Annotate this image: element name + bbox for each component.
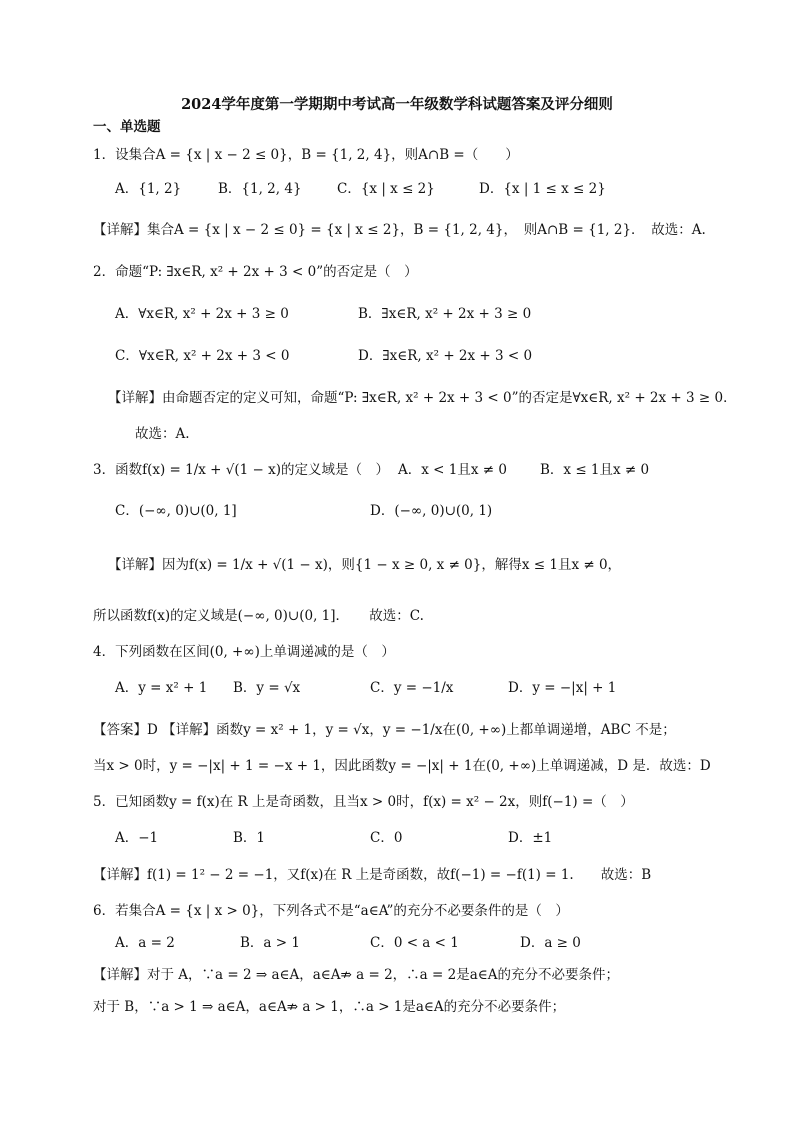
question-4-option-c: C．y = −1/x (370, 680, 454, 696)
question-4-detail: 【答案】D 【详解】函数y = x² + 1，y = √x，y = −1/x在(0, +∞)上都单调递增，ABC 不是； (93, 722, 676, 738)
question-3-detail: 【详解】因为f(x) = 1/x + √(1 − x)，则{1 − x ≥ 0, x ≠ 0}，解得x ≤ 1且x ≠ 0， (108, 557, 622, 573)
question-5-detail: 【详解】f(1) = 1² − 2 = −1，又f(x)在 R 上是奇函数，故f(−1) = −f(1) = 1. 故选：B (93, 867, 652, 883)
question-3-option-d: D．(−∞, 0)∪(0, 1) (370, 503, 493, 519)
question-6-detail-2: 对于 B，∵a > 1 ⇒ a∈A，a∈A⇏ a > 1，∴a > 1是a∈A的充分不必要条件； (93, 999, 566, 1015)
question-1-detail: 【详解】集合A = {x | x − 2 ≤ 0} = {x | x ≤ 2}，B = {1, 2, 4}， 则A∩B = {1, 2}． 故选：A. (93, 222, 706, 238)
question-6-option-b: B．a > 1 (240, 935, 300, 951)
question-5-stem: 5．已知函数y = f(x)在 R 上是奇函数，且当x > 0时，f(x) = x² − 2x，则f(−1) =（ ） (93, 794, 634, 810)
question-3-option-c: C．(−∞, 0)∪(0, 1] (115, 503, 237, 519)
question-4-option-d: D．y = −|x| + 1 (508, 680, 617, 696)
question-1-option-a: A．{1, 2} (115, 181, 182, 197)
question-5-option-b: B．1 (233, 830, 266, 846)
question-5-option-a: A．−1 (115, 830, 159, 846)
question-1-stem: 1．设集合A = {x | x − 2 ≤ 0}，B = {1, 2, 4}，则A∩B =（ ） (93, 147, 519, 163)
question-1-option-d: D．{x | 1 ≤ x ≤ 2} (479, 181, 606, 197)
question-5-option-c: C．0 (370, 830, 403, 846)
question-2-option-b: B．∃x∈R, x² + 2x + 3 ≥ 0 (358, 306, 532, 322)
question-3-detail-2: 所以函数f(x)的定义域是(−∞, 0)∪(0, 1]． 故选：C. (93, 608, 424, 624)
question-4-option-b: B．y = √x (233, 680, 301, 696)
question-6-detail: 【详解】对于 A，∵a = 2 ⇒ a∈A，a∈A⇏ a = 2，∴a = 2是a∈A的充分不必要条件； (93, 967, 620, 983)
question-2-detail: 【详解】由命题否定的定义可知，命题“P: ∃x∈R, x² + 2x + 3 < 0”的否定是∀x∈R, x² + 2x + 3 ≥ 0． (108, 390, 737, 406)
question-2-answer: 故选：A. (135, 426, 190, 442)
question-3-option-b: B．x ≤ 1且x ≠ 0 (540, 462, 650, 478)
question-1-option-b: B．{1, 2, 4} (218, 181, 302, 197)
question-1-option-c: C．{x | x ≤ 2} (337, 181, 435, 197)
question-6-option-c: C．0 < a < 1 (370, 935, 459, 951)
question-4-detail-2: 当x > 0时，y = −|x| + 1 = −x + 1，因此函数y = −|x| + 1在(0, +∞)上单调递减，D 是．故选：D (93, 758, 711, 774)
question-6-stem: 6．若集合A = {x | x > 0}，下列各式不是“a∈A”的充分不必要条件的是（ ） (93, 903, 569, 919)
question-2-option-c: C．∀x∈R, x² + 2x + 3 < 0 (115, 348, 290, 364)
question-2-stem: 2．命题“P: ∃x∈R, x² + 2x + 3 < 0”的否定是（ ） (93, 264, 418, 280)
question-4-option-a: A．y = x² + 1 (115, 680, 208, 696)
question-5-option-d: D．±1 (508, 830, 553, 846)
question-2-option-a: A．∀x∈R, x² + 2x + 3 ≥ 0 (115, 306, 289, 322)
question-2-option-d: D．∃x∈R, x² + 2x + 3 < 0 (358, 348, 533, 364)
question-3-stem: 3．函数f(x) = 1/x + √(1 − x)的定义域是（ ） (93, 462, 390, 478)
question-6-option-a: A．a = 2 (115, 935, 175, 951)
question-6-option-d: D．a ≥ 0 (520, 935, 581, 951)
question-3-option-a: A．x < 1且x ≠ 0 (398, 462, 507, 478)
document-title: 2024学年度第一学期期中考试高一年级数学科试题答案及评分细则 (181, 96, 613, 113)
question-4-stem: 4．下列函数在区间(0, +∞)上单调递减的是（ ） (93, 644, 395, 660)
section-heading: 一、单选题 (93, 119, 161, 135)
